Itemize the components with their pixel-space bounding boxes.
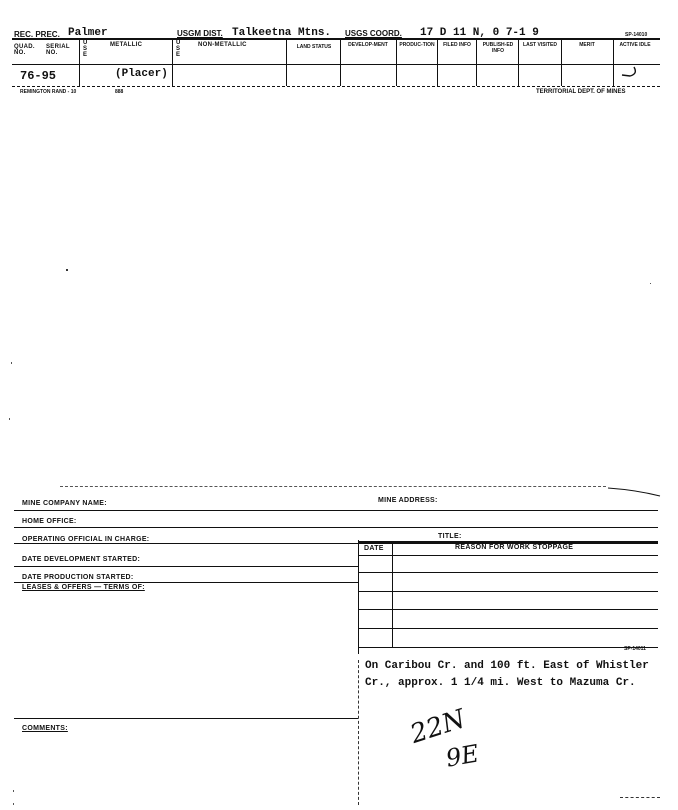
operating-official-label: OPERATING OFFICIAL IN CHARGE: bbox=[22, 536, 150, 543]
header-filed-info: FILED INFO bbox=[443, 42, 471, 48]
header-non-metallic: NON-METALLIC bbox=[198, 42, 247, 48]
usgs-dist-label: USGM DIST. bbox=[177, 29, 223, 38]
comments-label: COMMENTS: bbox=[22, 725, 68, 732]
form-number-bottom: SP-14011 bbox=[624, 646, 646, 652]
date-production-label: DATE PRODUCTION STARTED: bbox=[22, 574, 134, 581]
usgs-coord-label: USGS COORD. bbox=[345, 29, 402, 38]
scan-speck bbox=[13, 790, 14, 792]
title-label: TITLE: bbox=[438, 533, 462, 540]
metallic-value: (Placer) bbox=[115, 68, 168, 80]
form-number-top: SP-14010 bbox=[625, 32, 648, 38]
handwritten-range: 9E bbox=[443, 739, 481, 773]
scan-speck bbox=[13, 803, 14, 805]
stoppage-reason-header: REASON FOR WORK STOPPAGE bbox=[455, 544, 574, 551]
footer-right: TERRITORIAL DEPT. OF MINES bbox=[536, 89, 626, 95]
header-metallic: METALLIC bbox=[110, 42, 143, 48]
mine-company-label: MINE COMPANY NAME: bbox=[22, 500, 107, 507]
rec-prec-label: REC. PREC. bbox=[14, 30, 60, 39]
leases-label: LEASES & OFFERS — TERMS OF: bbox=[22, 584, 145, 591]
usgs-dist-value: Talkeetna Mtns. bbox=[232, 27, 332, 39]
handwritten-township: 22N bbox=[406, 704, 470, 750]
usgs-coord-value: 17 D 11 N, 0 7-1 9 bbox=[420, 27, 539, 39]
footer-code: 888 bbox=[115, 89, 124, 95]
rec-prec-value: Palmer bbox=[68, 27, 108, 39]
header-use-1: USE bbox=[83, 40, 88, 58]
header-active-idle: ACTIVE IDLE bbox=[619, 42, 651, 48]
footer-left: REMINGTON RAND - 10 bbox=[20, 89, 77, 95]
checkmark-icon bbox=[618, 64, 640, 80]
corner-mark bbox=[606, 484, 662, 500]
mine-address-label: MINE ADDRESS: bbox=[378, 497, 438, 504]
header-use-2: USE bbox=[176, 40, 181, 58]
scan-speck bbox=[9, 418, 10, 420]
header-quad-no: QUAD. NO. bbox=[14, 44, 35, 56]
header-merit: MERIT bbox=[579, 42, 595, 48]
header-published-info: PUBLISH-ED INFO bbox=[482, 42, 514, 54]
home-office-label: HOME OFFICE: bbox=[22, 518, 77, 525]
scan-speck bbox=[11, 362, 12, 364]
quad-value: 76-95 bbox=[20, 69, 57, 83]
header-last-visited: LAST VISITED bbox=[523, 42, 557, 48]
location-line-1: On Caribou Cr. and 100 ft. East of Whistler bbox=[365, 660, 649, 672]
header-development: DEVELOP-MENT bbox=[348, 42, 388, 48]
header-production: PRODUC-TION bbox=[399, 42, 435, 48]
header-serial-no: SERIAL NO. bbox=[46, 44, 70, 56]
scan-speck bbox=[66, 269, 68, 271]
date-development-label: DATE DEVELOPMENT STARTED: bbox=[22, 556, 141, 563]
header-land-status: LAND STATUS bbox=[296, 44, 332, 50]
stoppage-date-header: DATE bbox=[364, 545, 384, 552]
location-line-2: Cr., approx. 1 1/4 mi. West to Mazuma Cr. bbox=[365, 677, 636, 689]
scan-speck bbox=[650, 283, 651, 284]
